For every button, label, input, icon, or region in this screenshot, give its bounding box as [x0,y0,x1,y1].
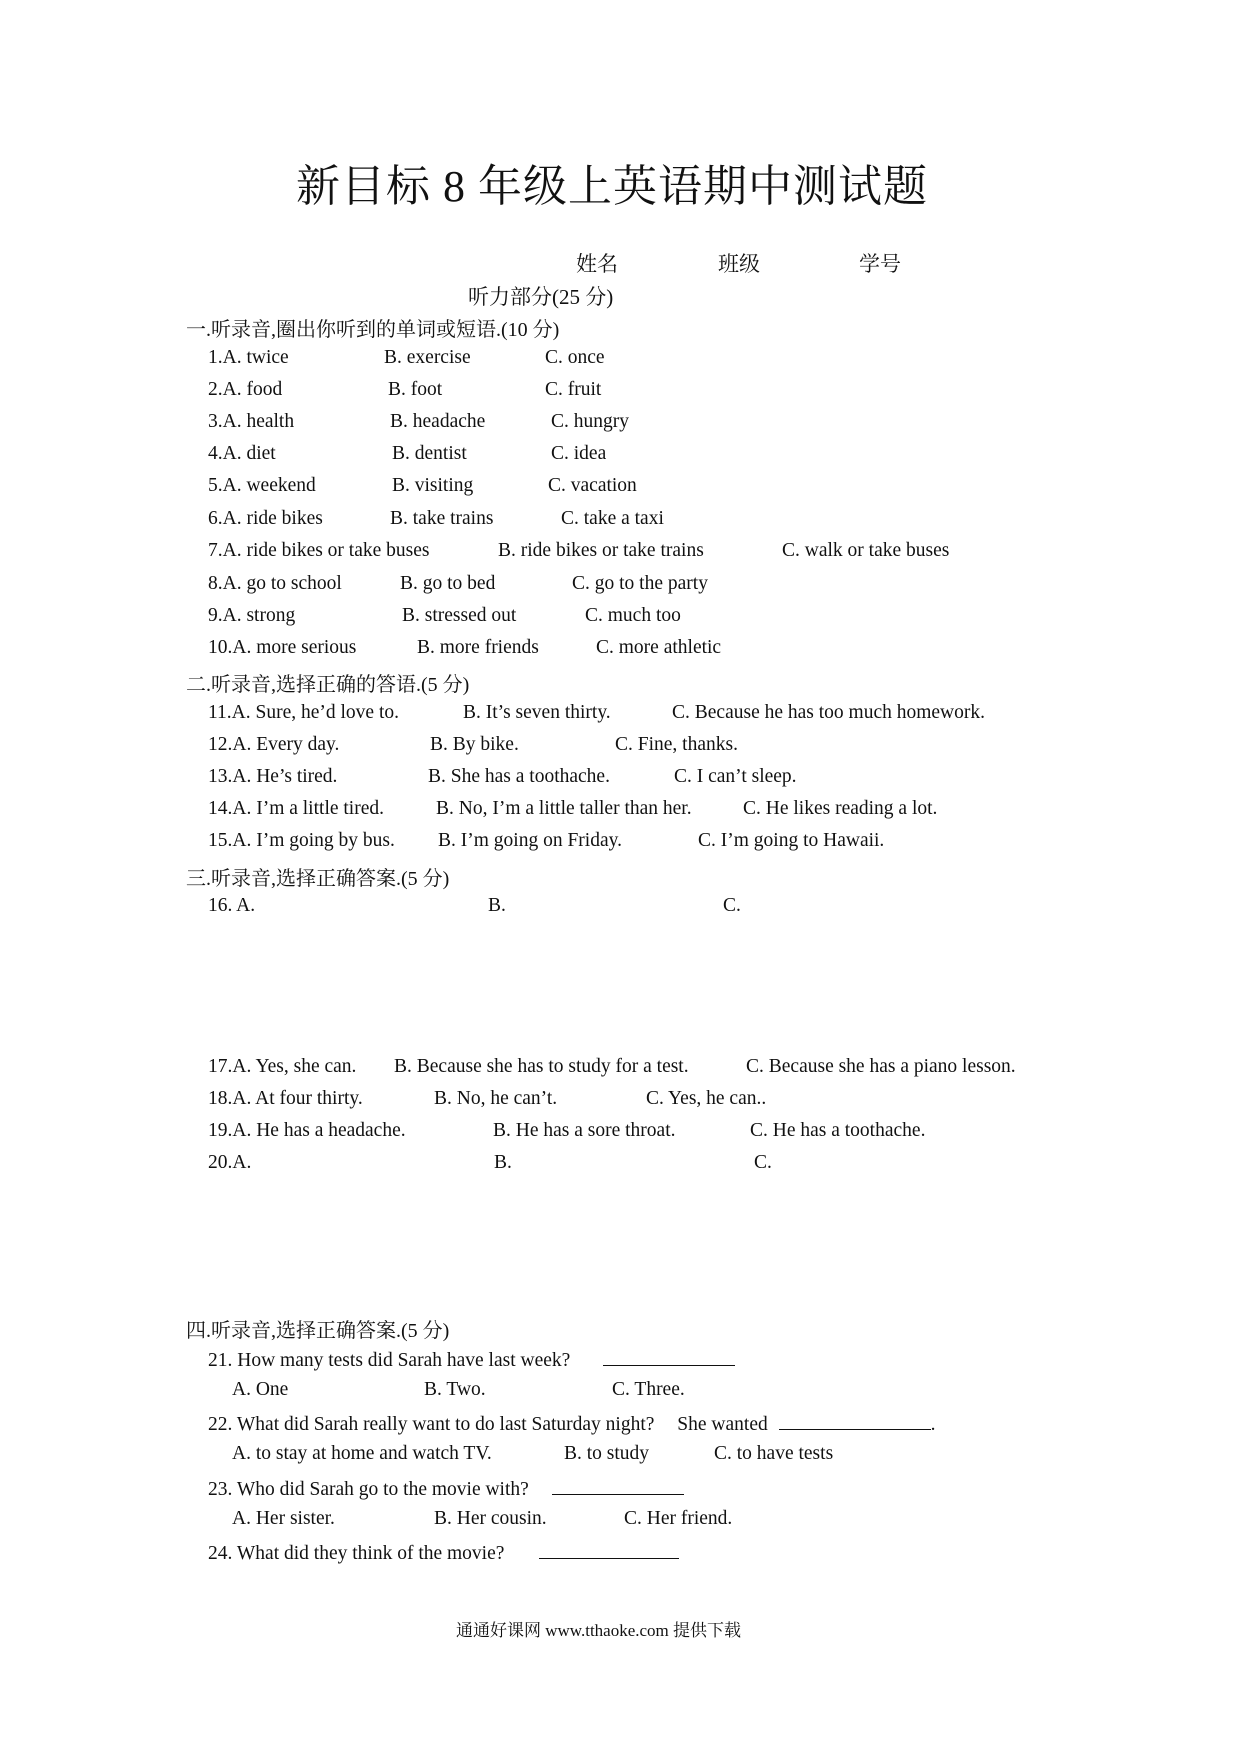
question-20-option-a: 20.A. [208,1152,252,1173]
question-16-option-c: C. [723,895,741,916]
question-18-option-a: 18.A. At four thirty. [208,1088,363,1109]
question-21-option-a: A. One [232,1379,289,1400]
question-17-option-c: C. Because she has a piano lesson. [746,1056,1016,1077]
question-11-option-b: B. It’s seven thirty. [463,702,611,723]
question-16-option-a: 16. A. [208,895,256,916]
question-10-option-a: 10.A. more serious [208,637,357,658]
question-12-option-c: C. Fine, thanks. [615,734,738,755]
question-22-end: . [930,1414,936,1435]
question-6-option-c: C. take a taxi [561,508,664,529]
question-2-option-c: C. fruit [545,379,602,400]
question-15-option-b: B. I’m going on Friday. [438,830,622,851]
question-17-option-b: B. Because she has to study for a test. [394,1056,689,1077]
question-19-option-a: 19.A. He has a headache. [208,1120,406,1141]
question-15-option-a: 15.A. I’m going by bus. [208,830,395,851]
question-18-option-b: B. No, he can’t. [434,1088,558,1109]
question-8-option-a: 8.A. go to school [208,573,342,594]
page-footer: 通通好课网 www.tthaoke.com 提供下载 [456,1621,742,1640]
question-21-answer-blank[interactable] [603,1347,735,1366]
question-10-option-c: C. more athletic [596,637,722,658]
question-21-option-b: B. Two. [424,1379,486,1400]
question-22-option-a: A. to stay at home and watch TV. [232,1443,492,1464]
question-2-option-a: 2.A. food [208,379,283,400]
question-8-option-c: C. go to the party [572,573,708,594]
question-3-option-c: C. hungry [551,411,629,432]
question-7-option-b: B. ride bikes or take trains [498,540,704,561]
question-7-option-c: C. walk or take buses [782,540,950,561]
question-1-option-a: 1.A. twice [208,347,289,368]
question-12-option-a: 12.A. Every day. [208,734,340,755]
question-13-option-c: C. I can’t sleep. [674,766,797,787]
question-1-option-b: B. exercise [384,347,471,368]
question-6-option-a: 6.A. ride bikes [208,508,323,529]
question-23 [208,1476,684,1504]
question-21-option-c: C. Three. [612,1379,685,1400]
page-title: 新目标 8 年级上英语期中测试题 [296,162,928,211]
question-16-option-b: B. [488,895,506,916]
section-3-heading: 三.听录音,选择正确答案.(5 分) [186,868,450,890]
question-22-answer-blank[interactable] [779,1411,931,1430]
question-23-stem: 23. Who did Sarah go to the movie with? [208,1479,529,1500]
question-5-option-c: C. vacation [548,475,637,496]
question-23-answer-blank[interactable] [552,1476,684,1495]
question-9-option-c: C. much too [585,605,681,626]
question-23-option-a: A. Her sister. [232,1508,335,1529]
question-4-option-a: 4.A. diet [208,443,276,464]
question-13-option-a: 13.A. He’s tired. [208,766,338,787]
question-10-option-b: B. more friends [417,637,539,658]
name-label: 姓名 [576,252,618,276]
question-24-stem: 24. What did they think of the movie? [208,1543,505,1564]
question-22 [208,1411,935,1439]
question-20-option-c: C. [754,1152,772,1173]
question-1-option-c: C. once [545,347,605,368]
question-19-option-b: B. He has a sore throat. [493,1120,676,1141]
question-21 [208,1347,735,1375]
question-24-answer-blank[interactable] [539,1540,679,1559]
question-14-option-b: B. No, I’m a little taller than her. [436,798,692,819]
listening-section-header: 听力部分(25 分) [468,285,614,309]
question-3-option-a: 3.A. health [208,411,295,432]
question-22-prompt: She wanted [677,1414,768,1435]
question-7-option-a: 7.A. ride bikes or take buses [208,540,430,561]
question-22-stem: 22. What did Sarah really want to do last Saturday night? [208,1414,655,1435]
question-11-option-c: C. Because he has too much homework. [672,702,986,723]
question-24 [208,1540,679,1568]
question-6-option-b: B. take trains [390,508,494,529]
question-4-option-c: C. idea [551,443,607,464]
question-23-option-b: B. Her cousin. [434,1508,547,1529]
section-2-heading: 二.听录音,选择正确的答语.(5 分) [186,674,470,696]
question-8-option-b: B. go to bed [400,573,496,594]
question-9-option-a: 9.A. strong [208,605,296,626]
question-5-option-b: B. visiting [392,475,474,496]
question-18-option-c: C. Yes, he can.. [646,1088,767,1109]
question-21-stem: 21. How many tests did Sarah have last week? [208,1350,571,1371]
question-2-option-b: B. foot [388,379,443,400]
question-15-option-c: C. I’m going to Hawaii. [698,830,885,851]
student-number-label: 学号 [859,252,901,276]
question-14-option-c: C. He likes reading a lot. [743,798,938,819]
question-22-option-b: B. to study [564,1443,650,1464]
question-13-option-b: B. She has a toothache. [428,766,610,787]
section-4-heading: 四.听录音,选择正确答案.(5 分) [186,1320,450,1342]
question-5-option-a: 5.A. weekend [208,475,316,496]
question-9-option-b: B. stressed out [402,605,517,626]
question-19-option-c: C. He has a toothache. [750,1120,926,1141]
question-4-option-b: B. dentist [392,443,467,464]
section-1-heading: 一.听录音,圈出你听到的单词或短语.(10 分) [186,319,560,341]
question-17-option-a: 17.A. Yes, she can. [208,1056,357,1077]
question-11-option-a: 11.A. Sure, he’d love to. [208,702,399,723]
question-22-option-c: C. to have tests [714,1443,834,1464]
question-3-option-b: B. headache [390,411,486,432]
question-20-option-b: B. [494,1152,512,1173]
question-23-option-c: C. Her friend. [624,1508,733,1529]
question-12-option-b: B. By bike. [430,734,519,755]
question-14-option-a: 14.A. I’m a little tired. [208,798,384,819]
class-label: 班级 [718,252,760,276]
